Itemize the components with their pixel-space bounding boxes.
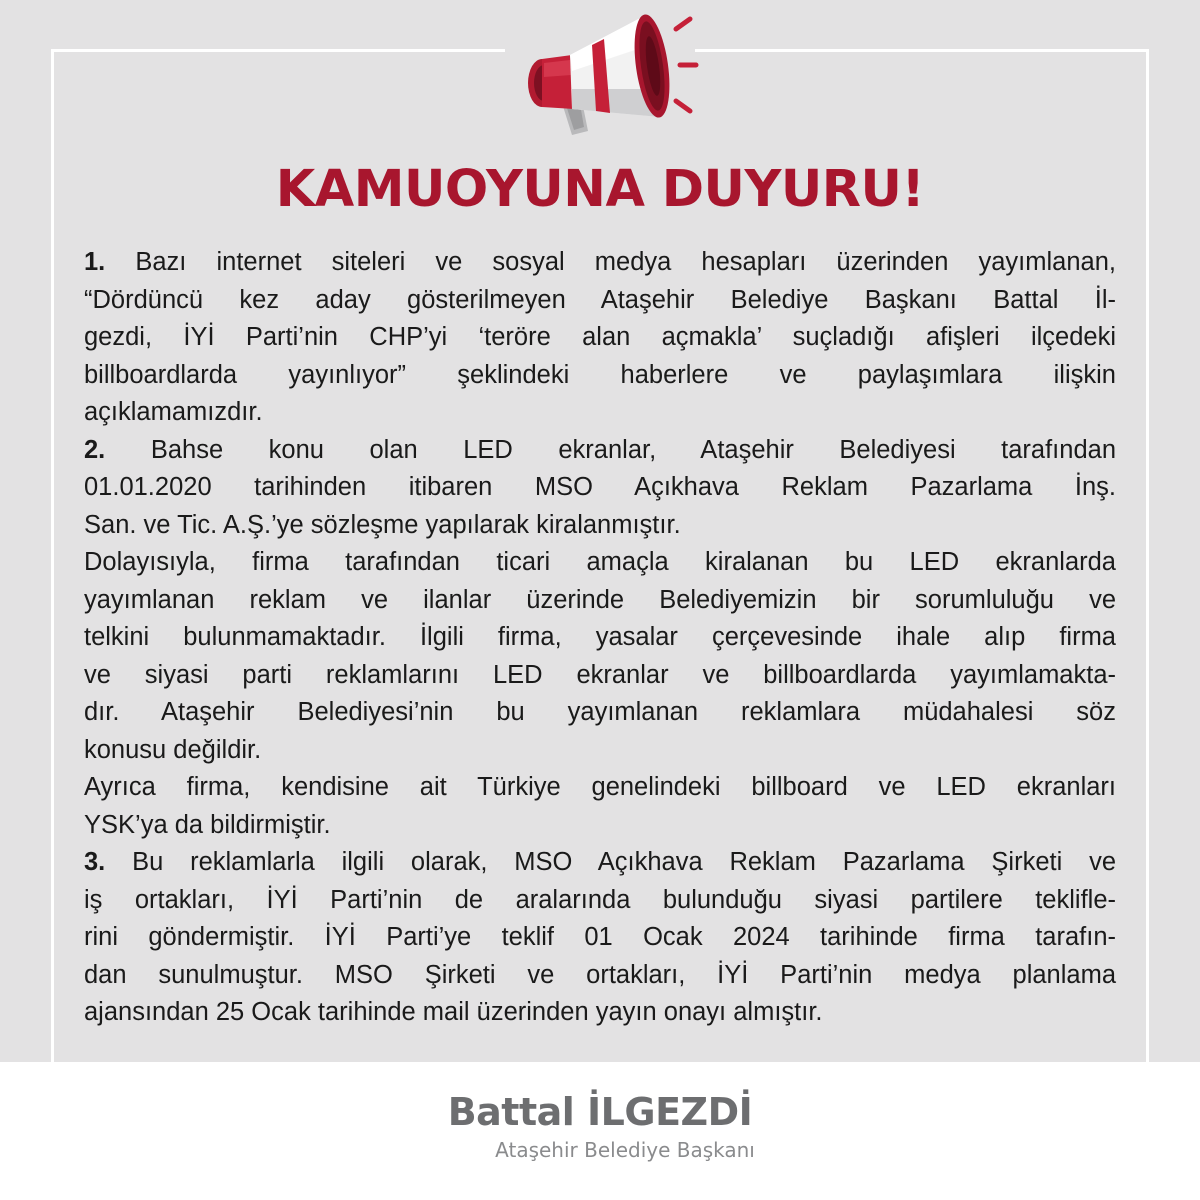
line-text: 01.01.2020 tarihinden itibaren MSO Açıkhava Reklam Pazarlama İnş. [84,473,1116,501]
line-text: yayımlanan reklam ve ilanlar üzerinde Belediyemizin bir sorumluluğu ve [84,585,1116,614]
body-line [84,394,1116,432]
line-text: Bazı internet siteleri ve sosyal medya hesapları üzerinden yayımlanan, [105,248,1116,276]
line-text: açıklamamızdır. [84,398,263,426]
body-line [84,957,1116,995]
line-text: konusu değildir. [84,735,262,764]
item-number: 3. [84,848,106,876]
body-line [84,469,1116,507]
line-text: dan sunulmuştur. MSO Şirketi ve ortakları, İYİ Parti’nin medya planlama [84,960,1116,989]
signature-title: Ataşehir Belediye Başkanı [495,1138,755,1162]
line-text: “Dördüncü kez aday gösterilmeyen Ataşehir Belediye Başkanı Battal İl- [84,285,1116,314]
line-text: Bahse konu olan LED ekranlar, Ataşehir Belediyesi tarafından [105,435,1116,464]
line-text: dır. Ataşehir Belediyesi’nin bu yayımlanan reklamlara müdahalesi söz [84,698,1116,726]
body-line [84,357,1116,395]
body-line [84,807,1116,845]
body-line [84,882,1116,920]
body-line [84,844,1116,882]
body-line [84,282,1116,320]
line-text: billboardlarda yayınlıyor” şeklindeki haberlere ve paylaşımlara ilişkin [84,360,1116,389]
body-line [84,432,1116,470]
body-line [84,769,1116,807]
item-number: 2. [84,435,106,464]
body-line [84,732,1116,770]
body-line [84,507,1116,545]
body-line [84,244,1116,282]
body-line [84,619,1116,657]
line-text: gezdi, İYİ Parti’nin CHP’yi ‘teröre alan açmakla’ suçladığı afişleri ilçedeki [84,323,1116,351]
item-number: 1. [84,248,106,276]
body-line [84,582,1116,620]
body-line [84,657,1116,695]
line-text: ve siyasi parti reklamlarını LED ekranlar ve billboardlarda yayımlamakta- [84,660,1116,689]
body-line [84,919,1116,957]
announcement-body [84,244,1116,1032]
line-text: Dolayısıyla, firma tarafından ticari amaçla kiralanan bu LED ekranlarda [84,548,1116,576]
line-text: telkini bulunmamaktadır. İlgili firma, yasalar çerçevesinde ihale alıp firma [84,623,1116,651]
megaphone-icon [500,5,700,155]
line-text: ajansından 25 Ocak tarihinde mail üzerinden yayın onayı almıştır. [84,998,823,1026]
signature-block [0,1088,1200,1164]
signature-name: Battal İLGEZDİ [447,1090,753,1134]
line-text: iş ortakları, İYİ Parti’nin de aralarında bulunduğu siyasi partilere teklifle- [84,885,1116,914]
line-text: San. ve Tic. A.Ş.’ye sözleşme yapılarak kiralanmıştır. [84,510,681,539]
line-text: rini göndermiştir. İYİ Parti’ye teklif 01 Ocak 2024 tarihinde firma tarafın- [84,923,1116,951]
body-line [84,694,1116,732]
page-title: KAMUOYUNA DUYURU! [275,160,925,219]
body-line [84,319,1116,357]
body-line [84,994,1116,1032]
line-text: Bu reklamlarla ilgili olarak, MSO Açıkhava Reklam Pazarlama Şirketi ve [105,848,1116,876]
line-text: Ayrıca firma, kendisine ait Türkiye genelindeki billboard ve LED ekranları [84,773,1116,801]
line-text: YSK’ya da bildirmiştir. [84,810,331,839]
body-line [84,544,1116,582]
